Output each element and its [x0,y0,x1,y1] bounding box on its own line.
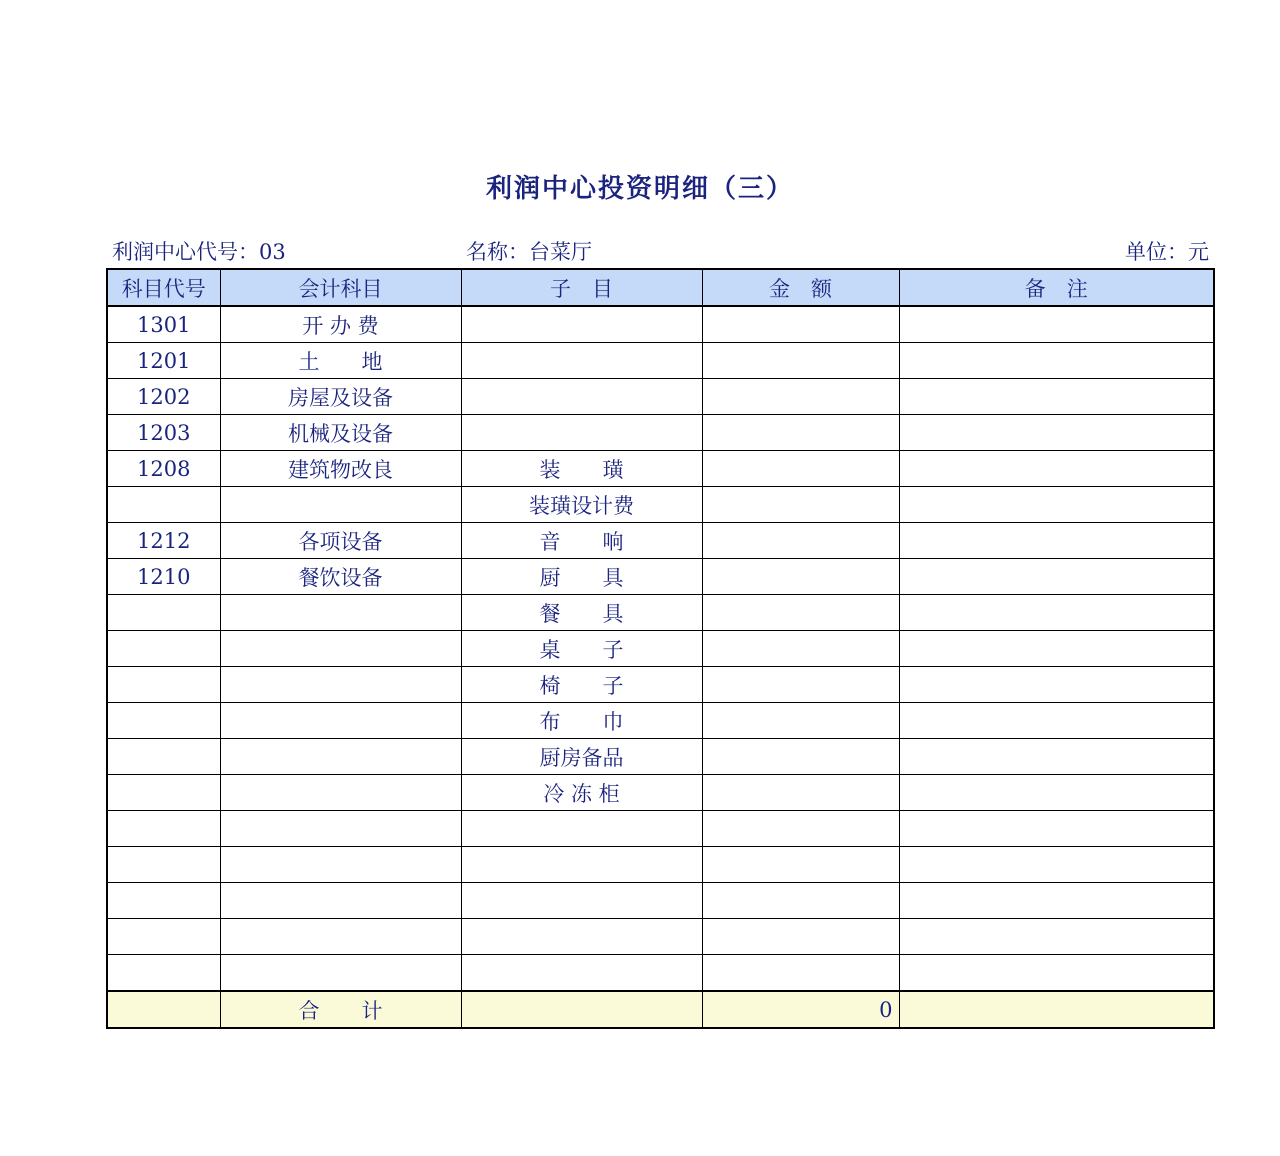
table-row [107,343,1214,379]
table-row [107,703,1214,739]
sub-account-cell[interactable]: 布 巾 [461,703,702,739]
sub-account-cell[interactable] [461,379,702,415]
code-cell[interactable] [107,847,220,883]
code-cell[interactable]: 1208 [107,451,220,487]
account-cell[interactable] [220,739,461,775]
remark-cell[interactable] [899,559,1214,595]
sub-account-cell[interactable] [461,955,702,992]
header-remark[interactable]: 备 注 [899,269,1214,306]
remark-cell[interactable] [899,775,1214,811]
amount-cell[interactable] [702,415,899,451]
remark-cell[interactable] [899,739,1214,775]
unit-label: 单位：元 [1125,240,1209,264]
amount-cell[interactable] [702,739,899,775]
sub-account-cell[interactable]: 桌 子 [461,631,702,667]
remark-cell[interactable] [899,919,1214,955]
sub-account-cell[interactable] [461,919,702,955]
header-code[interactable]: 科目代号 [107,269,220,306]
account-cell[interactable]: 建筑物改良 [220,451,461,487]
sub-account-cell[interactable]: 厨房备品 [461,739,702,775]
account-cell[interactable] [220,631,461,667]
amount-cell[interactable] [702,667,899,703]
page-title: 利润中心投资明细（三） [485,174,794,204]
remark-cell[interactable] [899,955,1214,992]
sub-account-cell[interactable] [461,811,702,847]
amount-cell[interactable] [702,847,899,883]
amount-cell[interactable] [702,883,899,919]
amount-cell[interactable] [702,703,899,739]
code-cell[interactable]: 1203 [107,415,220,451]
account-cell[interactable]: 餐饮设备 [220,559,461,595]
code-cell[interactable] [107,955,220,992]
amount-cell[interactable] [702,487,899,523]
account-cell[interactable]: 各项设备 [220,523,461,559]
code-cell[interactable] [107,631,220,667]
sub-account-cell[interactable]: 冷 冻 柜 [461,775,702,811]
remark-cell[interactable] [899,847,1214,883]
total-sub-cell[interactable] [461,991,702,1028]
remark-cell[interactable] [899,703,1214,739]
sub-account-cell[interactable] [461,306,702,343]
code-cell[interactable] [107,703,220,739]
table-row [107,739,1214,775]
remark-cell[interactable] [899,631,1214,667]
sub-account-cell[interactable]: 音 响 [461,523,702,559]
total-label[interactable]: 合 计 [220,991,461,1028]
sub-account-cell[interactable]: 椅 子 [461,667,702,703]
header-account[interactable]: 会计科目 [220,269,461,306]
account-cell[interactable] [220,883,461,919]
account-cell[interactable] [220,775,461,811]
table-row [107,415,1214,451]
amount-cell[interactable] [702,379,899,415]
table-row [107,306,1214,343]
remark-cell[interactable] [899,667,1214,703]
remark-cell[interactable] [899,379,1214,415]
remark-cell[interactable] [899,487,1214,523]
code-cell[interactable]: 1210 [107,559,220,595]
total-amount[interactable]: 0 [702,991,899,1028]
sub-account-cell[interactable]: 装 璜 [461,451,702,487]
amount-cell[interactable] [702,595,899,631]
remark-cell[interactable] [899,883,1214,919]
remark-cell[interactable] [899,811,1214,847]
sub-account-cell[interactable] [461,883,702,919]
account-cell[interactable] [220,847,461,883]
sub-account-cell[interactable]: 装璜设计费 [461,487,702,523]
total-row [107,991,1214,1028]
table-row [107,847,1214,883]
table-row [107,955,1214,992]
amount-cell[interactable] [702,775,899,811]
code-cell[interactable] [107,595,220,631]
total-remark-cell[interactable] [899,991,1214,1028]
account-cell[interactable]: 房屋及设备 [220,379,461,415]
sub-account-cell[interactable] [461,415,702,451]
code-cell[interactable]: 1202 [107,379,220,415]
header-amount[interactable]: 金 额 [702,269,899,306]
account-cell[interactable]: 机械及设备 [220,415,461,451]
amount-cell[interactable] [702,955,899,992]
sub-account-cell[interactable] [461,343,702,379]
code-cell[interactable]: 1212 [107,523,220,559]
header-sub[interactable]: 子 目 [461,269,702,306]
amount-cell[interactable] [702,451,899,487]
account-cell[interactable] [220,703,461,739]
amount-cell[interactable] [702,559,899,595]
table-row [107,775,1214,811]
code-cell[interactable] [107,883,220,919]
total-code-cell[interactable] [107,991,220,1028]
table-row [107,667,1214,703]
table-row [107,595,1214,631]
header-row [107,269,1214,306]
account-cell[interactable] [220,487,461,523]
remark-cell[interactable] [899,451,1214,487]
amount-cell[interactable] [702,919,899,955]
table-row [107,487,1214,523]
remark-cell[interactable] [899,306,1214,343]
remark-cell[interactable] [899,415,1214,451]
amount-cell[interactable] [702,631,899,667]
table-row [107,523,1214,559]
code-cell[interactable] [107,775,220,811]
account-cell[interactable]: 土 地 [220,343,461,379]
sub-account-cell[interactable]: 餐 具 [461,595,702,631]
table-row [107,883,1214,919]
account-cell[interactable] [220,955,461,992]
code-cell[interactable] [107,487,220,523]
table-row [107,451,1214,487]
investment-detail-table [106,268,1215,1029]
center-name-label: 名称：台菜厅 [466,240,592,264]
code-cell[interactable] [107,739,220,775]
remark-cell[interactable] [899,343,1214,379]
amount-cell[interactable] [702,523,899,559]
amount-cell[interactable] [702,811,899,847]
center-code-label: 利润中心代号：03 [112,240,286,264]
code-cell[interactable] [107,667,220,703]
table-row [107,919,1214,955]
table-row [107,559,1214,595]
code-cell[interactable]: 1201 [107,343,220,379]
amount-cell[interactable] [702,306,899,343]
account-cell[interactable]: 开 办 费 [220,306,461,343]
code-cell[interactable]: 1301 [107,306,220,343]
account-cell[interactable] [220,919,461,955]
table-row [107,811,1214,847]
code-cell[interactable] [107,919,220,955]
account-cell[interactable] [220,667,461,703]
sub-account-cell[interactable] [461,847,702,883]
account-cell[interactable] [220,595,461,631]
sub-account-cell[interactable]: 厨 具 [461,559,702,595]
table-row [107,379,1214,415]
remark-cell[interactable] [899,523,1214,559]
account-cell[interactable] [220,811,461,847]
code-cell[interactable] [107,811,220,847]
table-row [107,631,1214,667]
remark-cell[interactable] [899,595,1214,631]
amount-cell[interactable] [702,343,899,379]
